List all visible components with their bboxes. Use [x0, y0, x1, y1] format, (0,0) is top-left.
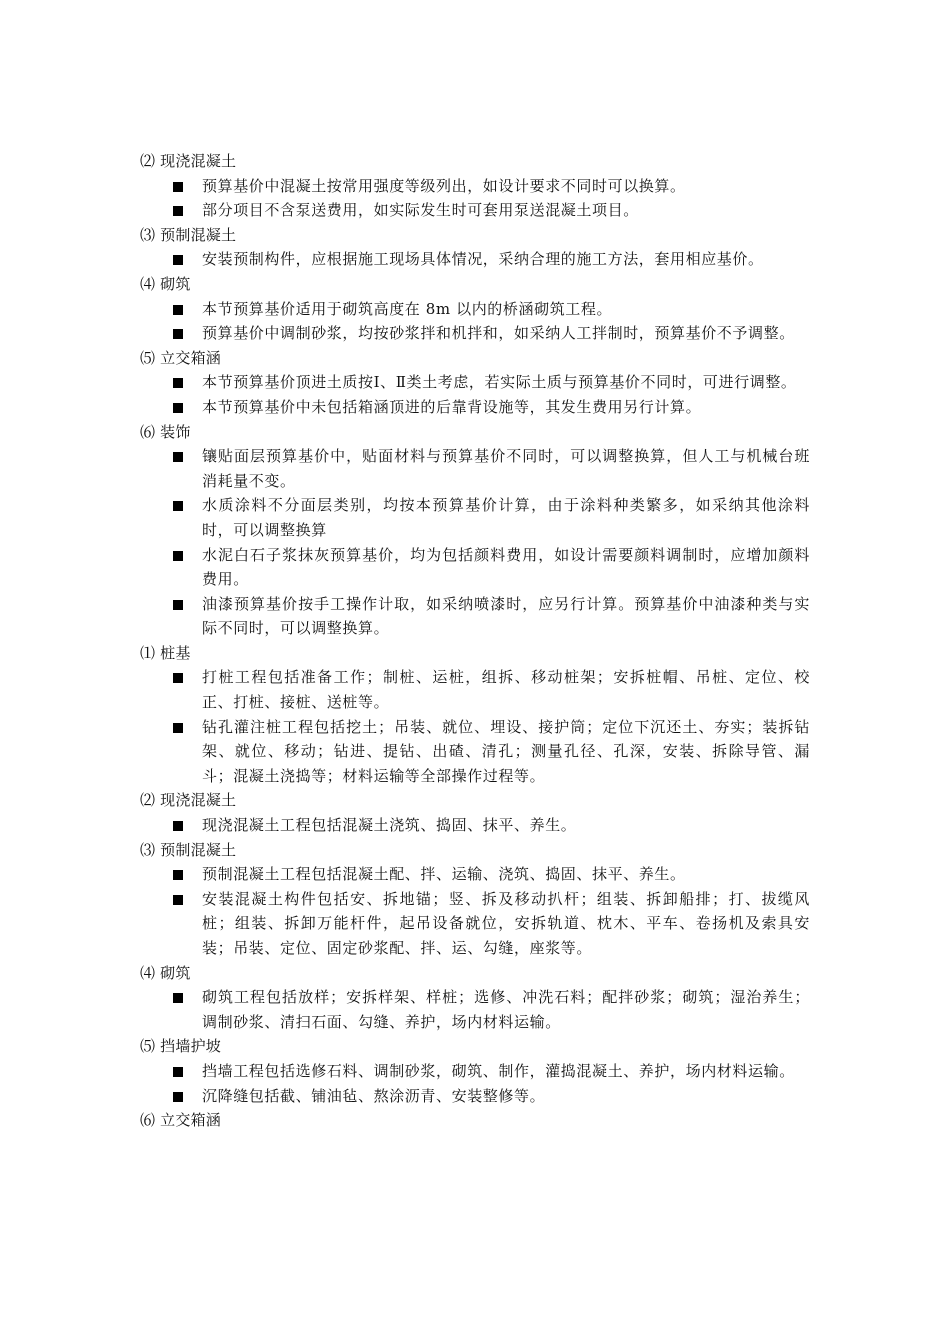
- square-bullet-icon: [173, 821, 183, 831]
- square-bullet-icon: [173, 993, 183, 1003]
- section-cast-in-place-concrete: [140, 149, 810, 223]
- list-item: 预制混凝土工程包括混凝土配、拌、运输、浇筑、捣固、抹平、养生。: [140, 862, 810, 887]
- section-retaining-wall: [140, 1034, 810, 1108]
- square-bullet-icon: [173, 600, 183, 610]
- square-bullet-icon: [173, 182, 183, 192]
- list-item: 镶贴面层预算基价中，贴面材料与预算基价不同时，可以调整换算，但人工与机械台班消耗量不变。: [140, 444, 810, 493]
- square-bullet-icon: [173, 723, 183, 733]
- section-heading: ⑵ 现浇混凝土: [140, 791, 237, 810]
- list-item: 预算基价中调制砂浆，均按砂浆拌和机拌和，如采纳人工拌制时，预算基价不予调整。: [140, 321, 810, 346]
- list-item: 沉降缝包括截、铺油毡、熬涂沥青、安装整修等。: [140, 1084, 810, 1109]
- square-bullet-icon: [173, 673, 183, 683]
- list-item: 打桩工程包括准备工作；制桩、运桩，组拆、移动桩架；安拆桩帽、吊桩、定位、校正、打桩、接桩、送桩等。: [140, 665, 810, 714]
- list-item: 部分项目不含泵送费用，如实际发生时可套用泵送混凝土项目。: [140, 198, 810, 223]
- section-heading: ⑷ 砌筑: [140, 274, 191, 293]
- section-decoration: [140, 420, 810, 641]
- section-heading: ⑷ 砌筑: [140, 963, 191, 982]
- list-item: 本节预算基价适用于砌筑高度在 8m 以内的桥涵砌筑工程。: [140, 297, 810, 322]
- section-cast-in-place-concrete-2: [140, 788, 810, 837]
- section-heading: ⑶ 预制混凝土: [140, 225, 237, 244]
- list-item: 本节预算基价中未包括箱涵顶进的后靠背设施等，其发生费用另行计算。: [140, 395, 810, 420]
- square-bullet-icon: [173, 551, 183, 561]
- section-pile-foundation: [140, 641, 810, 789]
- square-bullet-icon: [173, 329, 183, 339]
- section-box-culvert-2: [140, 1108, 810, 1133]
- section-heading: ⑴ 桩基: [140, 643, 191, 662]
- section-heading: ⑹ 立交箱涵: [140, 1111, 221, 1130]
- square-bullet-icon: [173, 255, 183, 265]
- list-item: 安装预制构件，应根据施工现场具体情况，采纳合理的施工方法，套用相应基价。: [140, 247, 810, 272]
- list-item: 本节预算基价顶进土质按Ⅰ、Ⅱ类土考虑，若实际土质与预算基价不同时，可进行调整。: [140, 370, 810, 395]
- section-box-culvert: [140, 346, 810, 420]
- list-item: 水泥白石子浆抹灰预算基价，均为包括颜料费用，如设计需要颜料调制时，应增加颜料费用。: [140, 543, 810, 592]
- document-body: [140, 149, 810, 1133]
- list-item: 钻孔灌注桩工程包括挖土；吊装、就位、埋设、接护筒；定位下沉还土、夯实；装拆钻架、就位、移动；钻进、提钻、出碴、清孔；测量孔径、孔深，安装、拆除导管、漏斗；混凝土浇捣等；材料运输等全部操作过程等。: [140, 715, 810, 789]
- section-heading: ⑹ 装饰: [140, 422, 191, 441]
- square-bullet-icon: [173, 895, 183, 905]
- list-item: 预算基价中混凝土按常用强度等级列出，如设计要求不同时可以换算。: [140, 174, 810, 199]
- section-heading: ⑸ 挡墙护坡: [140, 1037, 221, 1056]
- section-heading: ⑶ 预制混凝土: [140, 840, 237, 859]
- square-bullet-icon: [173, 1067, 183, 1077]
- list-item: 油漆预算基价按手工操作计取，如采纳喷漆时，应另行计算。预算基价中油漆种类与实际不同时，可以调整换算。: [140, 592, 810, 641]
- section-heading: ⑵ 现浇混凝土: [140, 152, 237, 170]
- square-bullet-icon: [173, 305, 183, 315]
- section-precast-concrete-2: [140, 838, 810, 961]
- section-masonry-2: [140, 961, 810, 1035]
- list-item: 安装混凝土构件包括安、拆地锚；竖、拆及移动扒杆；组装、拆卸船排；打、拔缆风桩；组装、拆卸万能杆件，起吊设备就位，安拆轨道、枕木、平车、卷扬机及索具安装；吊装、定位、固定砂浆配、拌、运、勾缝，座浆等。: [140, 887, 810, 961]
- section-heading: ⑸ 立交箱涵: [140, 348, 221, 367]
- square-bullet-icon: [173, 206, 183, 216]
- square-bullet-icon: [173, 378, 183, 388]
- list-item: 现浇混凝土工程包括混凝土浇筑、捣固、抹平、养生。: [140, 813, 810, 838]
- list-item: 砌筑工程包括放样；安拆样架、样桩；选修、冲洗石料；配拌砂浆；砌筑；湿治养生；调制砂浆、清扫石面、勾缝、养护，场内材料运输。: [140, 985, 810, 1034]
- square-bullet-icon: [173, 870, 183, 880]
- section-masonry: [140, 272, 810, 346]
- list-item: 水质涂料不分面层类别，均按本预算基价计算，由于涂料种类繁多，如采纳其他涂料时，可以调整换算: [140, 493, 810, 542]
- square-bullet-icon: [173, 501, 183, 511]
- square-bullet-icon: [173, 403, 183, 413]
- square-bullet-icon: [173, 1092, 183, 1102]
- section-precast-concrete: [140, 223, 810, 272]
- square-bullet-icon: [173, 452, 183, 462]
- list-item: 挡墙工程包括选修石料、调制砂浆，砌筑、制作，灌捣混凝土、养护，场内材料运输。: [140, 1059, 810, 1084]
